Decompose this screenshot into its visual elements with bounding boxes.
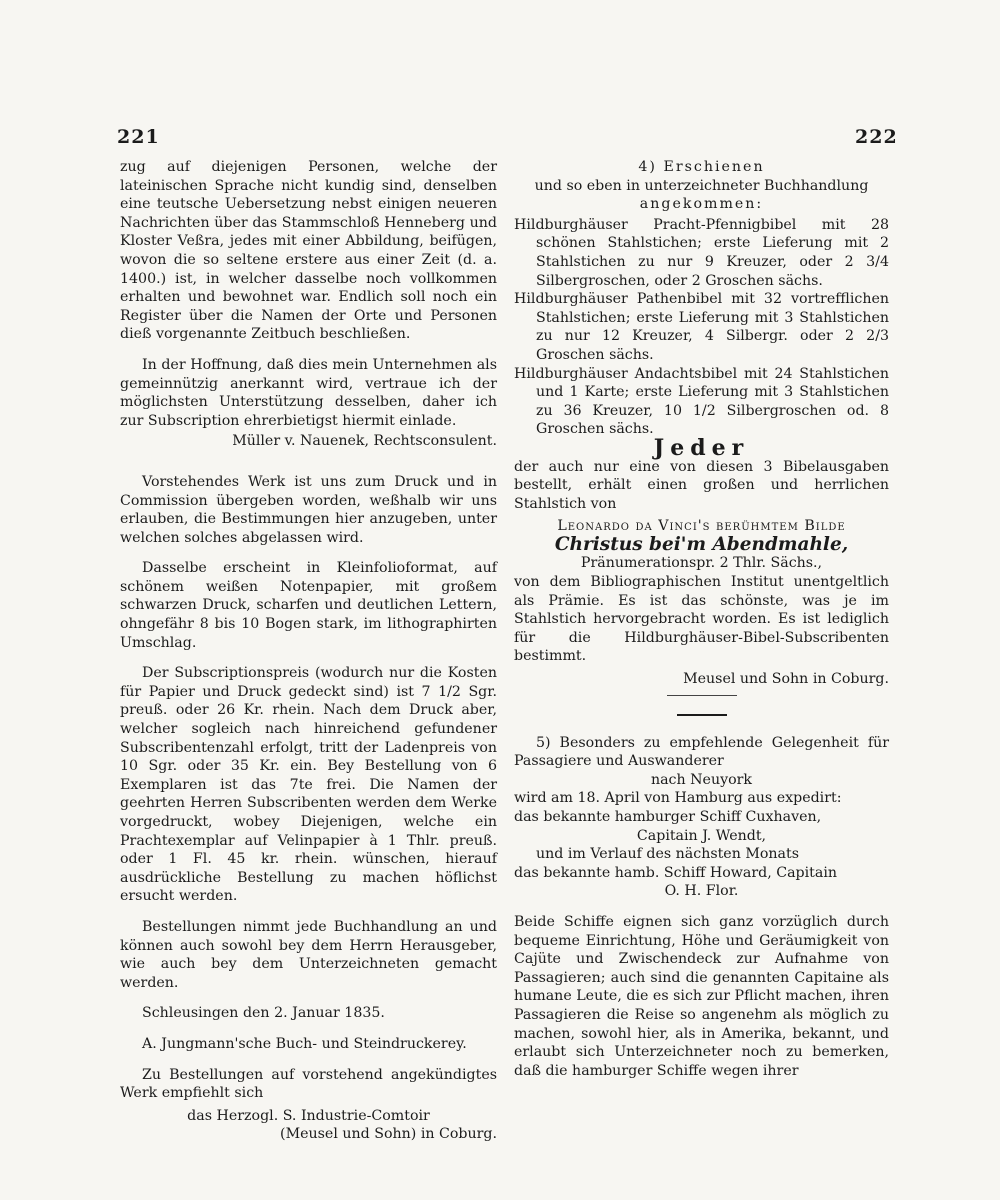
place-date: Schleusingen den 2. Januar 1835. — [142, 1005, 385, 1022]
ships-paragraph: Beide Schiffe eignen sich ganz vorzüglich durch bequeme Einrichtung, Höhe und Geräumigkeit von Cajüte und Zwischendeck zur Aufnahme von Passagieren; auch sind die genannten Capitaine als humane Leute, die es sich zur Pflicht machen, ihren Passagieren die Reise so angenehm als möglich zu machen, sowohl hier, als in Amerika, bekannt, und erlaubt sich Unterzeichneter noch zu bemerken, daß die hamburger Schiffe wegen ihrer — [514, 913, 889, 1079]
left-column — [120, 158, 497, 1144]
ship-notice-line3: wird am 18. April von Hamburg aus expedirt: — [514, 790, 842, 807]
left-paragraph-5: Der Subscriptionspreis (wodurch nur die Kosten für Papier und Druck gedeckt sind) ist 7 1/2 Sgr. preuß. oder 26 Kr. rhein. Nach dem Druck aber, welcher sogleich nach hinreichend gefundener Subscribentenzahl erfolgt, tritt der Ladenpreis von 10 Sgr. oder 35 Kr. ein. Bey Bestellung von 6 Exemplaren ist das 7te frei. Die Namen der geehrten Herren Subscribenten werden dem Werke vorgedruckt, wobey Diejenigen, welche ein Prachtexemplar auf Velinpapier à 1 Thlr. preuß. oder 1 Fl. 45 kr. rhein. wünschen, hierauf ausdrückliche Bestellung zu machen höflichst ersucht werden. — [120, 665, 497, 905]
price-line: Pränumerationspr. 2 Thlr. Sächs., — [580, 555, 823, 572]
page-number-right: 222 — [855, 126, 898, 148]
left-paragraph-4: Dasselbe erscheint in Kleinfolioformat, auf schönem weißen Notenpapier, mit großem schwarzen Druck, scharfen und deutlichen Lettern, ohngefähr 8 bis 10 Bogen stark, im lithographirten Umschlag. — [120, 560, 497, 651]
divider-rule — [677, 714, 727, 716]
notice-heading-line2: und so eben in unterzeichneter Buchhandlung — [534, 177, 869, 194]
left-paragraph-6: Bestellungen nimmt jede Buchhandlung an und können auch sowohl bey dem Herrn Herausgeber, wie auch bey dem Unterzeichneten gemacht werden. — [120, 918, 497, 991]
left-paragraph-7: Zu Bestellungen auf vorstehend angekündigtes Werk empfiehlt sich — [120, 1066, 497, 1102]
left-paragraph-3: Vorstehendes Werk ist uns zum Druck und in Commission übergeben worden, weßhalb wir uns erlauben, die Bestimmungen hier anzugeben, unter welchen solches abgelassen wird. — [120, 473, 497, 546]
notice-heading-line1: 4) Erschienen — [638, 159, 765, 175]
bible-item-andacht: Hildburghäuser Andachtsbibel mit 24 Stahlstichen und 1 Karte; erste Lieferung mit 3 Stahlstichen zu 36 Kreuzer, 10 1/2 Silbergroschen od. 8 Groschen sächs. — [514, 365, 889, 438]
jeder-heading: Jeder — [653, 434, 750, 461]
premium-paragraph: von dem Bibliographischen Institut unentgeltlich als Prämie. Es ist das schönste, was je im Stahlstich hervorgebracht worden. Es ist lediglich für die Hildburghäuser-Bibel-Subscribenten bestimmt. — [514, 574, 889, 665]
signature-meusel: Meusel und Sohn in Coburg. — [683, 671, 889, 688]
ship-notice-line8: O. H. Flor. — [664, 883, 739, 900]
signature-comtoir-line2: (Meusel und Sohn) in Coburg. — [280, 1126, 497, 1143]
signature-jungmann: A. Jungmann'sche Buch- und Steindruckerey. — [142, 1035, 467, 1052]
divider-short — [667, 695, 737, 696]
left-paragraph-2: In der Hoffnung, daß dies mein Unternehmen als gemeinnützig anerkannt wird, vertraue ich der möglichsten Unterstützung desselben, daher ich zur Subscription ehrerbietigst hiermit einlade. — [120, 356, 497, 429]
ship-notice-line2: nach Neuyork — [650, 771, 753, 788]
ship-notice-line7: das bekannte hamb. Schiff Howard, Capitain — [514, 864, 837, 881]
ship-notice-line4: das bekannte hamburger Schiff Cuxhaven, — [514, 809, 822, 825]
ship-notice-line1: 5) Besonders zu empfehlende Gelegenheit für Passagiere und Auswanderer — [514, 734, 889, 770]
page-number-left: 221 — [117, 126, 160, 148]
artwork-title: Christus bei'm Abendmahle, — [554, 533, 849, 555]
signature-mueller: Müller v. Nauenek, Rechtsconsulent. — [232, 433, 497, 450]
artist-line: Leonardo da Vinci's berühmtem Bilde — [557, 518, 846, 535]
ship-notice-line5: Capitain J. Wendt, — [636, 827, 767, 844]
left-paragraph-1: zug auf diejenigen Personen, welche der lateinischen Sprache nicht kundig sind, denselben eine teutsche Uebersetzung nebst einigen neueren Nachrichten über das Stammschloß Henneberg und Kloster Veßra, jedes mit einer Abbildung, beifügen, wovon die so seltene erstere aus einer Zeit (d. a. 1400.) ist, in welcher dasselbe noch vollkommen erhalten und bewohnet war. Endlich soll noch ein Register über die Namen der Orte und Personen dieß vorgenannte Zeitbuch beschließen. — [120, 159, 497, 343]
bible-item-pathen: Hildburghäuser Pathenbibel mit 32 vortrefflichen Stahlstichen; erste Lieferung mit 3 Stahlstichen zu nur 12 Kreuzer, 4 Silbergr. oder 2 2/3 Groschen sächs. — [514, 291, 889, 363]
right-column — [514, 158, 889, 1080]
notice-heading-line3: angekommen: — [639, 196, 764, 213]
bible-item-pracht: Hildburghäuser Pracht-Pfennigbibel mit 28 schönen Stahlstichen; erste Lieferung mit 2 Stahlstichen zu nur 9 Kreuzer, oder 2 3/4 Silbergroschen, oder 2 Groschen sächs. — [514, 216, 889, 289]
ship-notice-line6: und im Verlauf des nächsten Monats — [536, 846, 800, 863]
signature-comtoir-line1: das Herzogl. S. Industrie-Comtoir — [187, 1107, 430, 1124]
jeder-paragraph: der auch nur eine von diesen 3 Bibelausgaben bestellt, erhält einen großen und herrlichen Stahlstich von — [514, 458, 889, 512]
